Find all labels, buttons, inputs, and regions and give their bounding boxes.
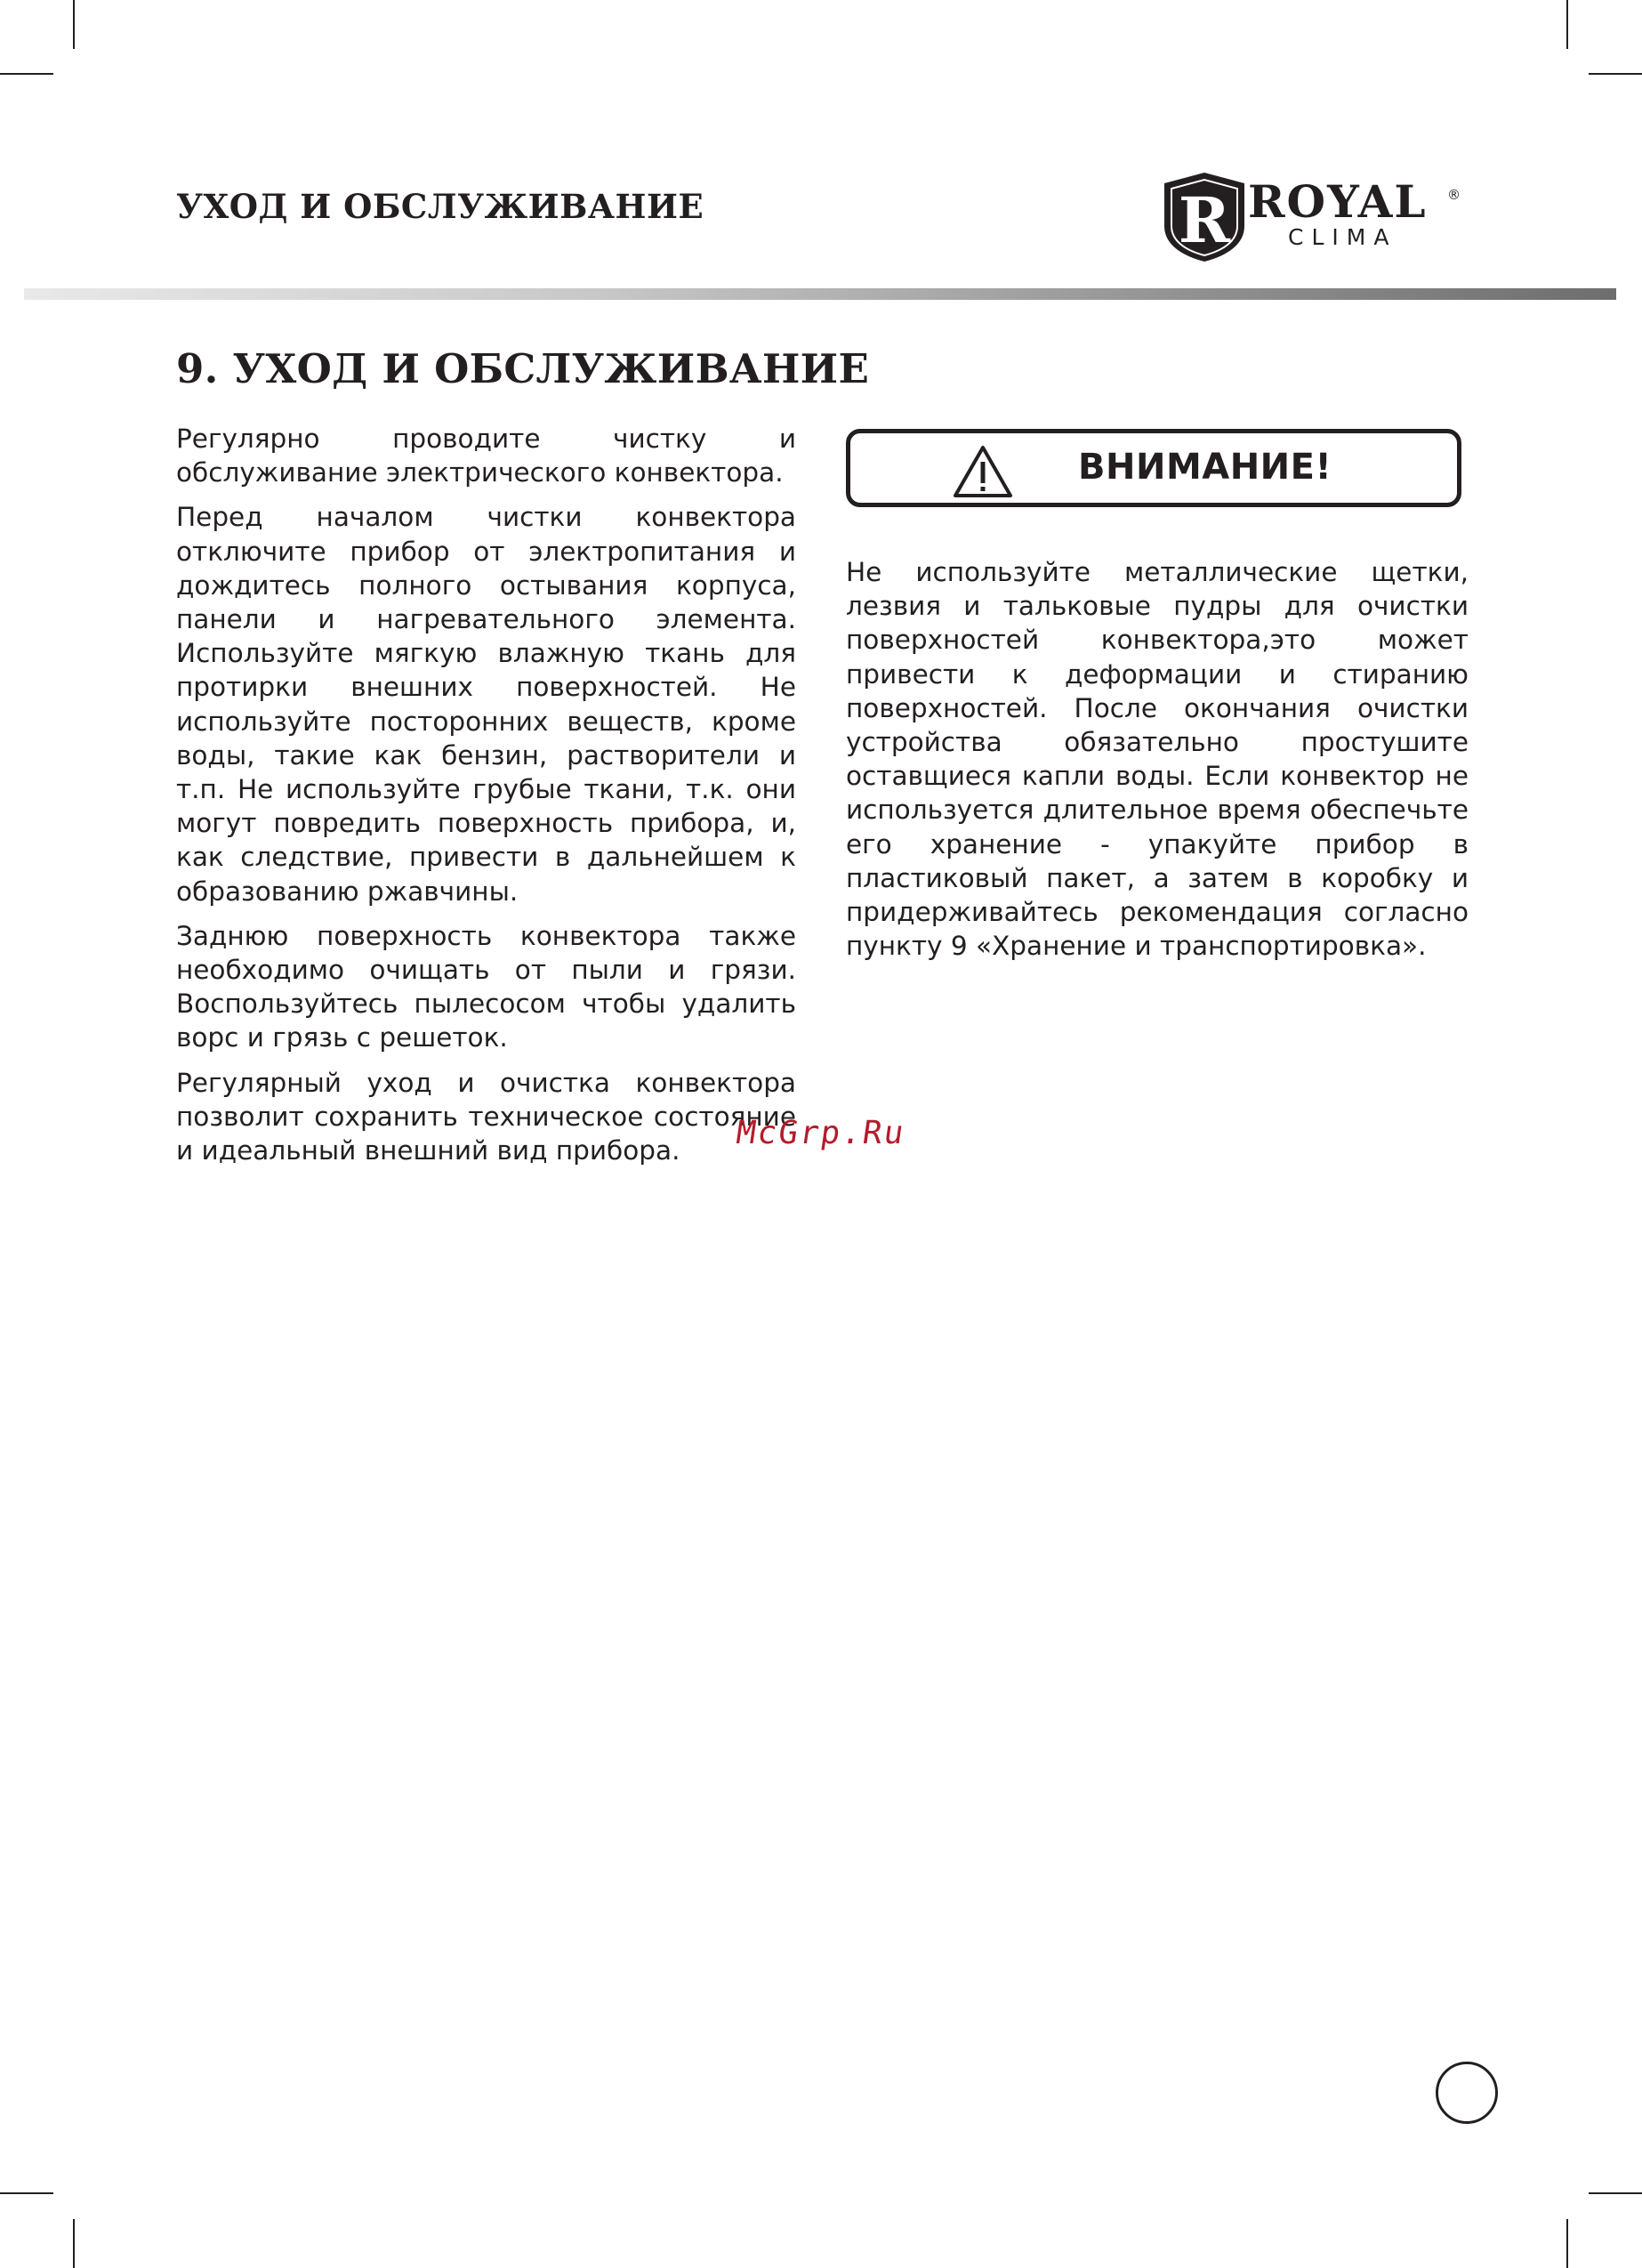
section-title: 9. УХОД И ОБСЛУЖИВАНИЕ bbox=[176, 345, 870, 392]
warning-box bbox=[846, 429, 1461, 507]
paragraph: Перед началом чистки конвектора отключите прибор от электропитания и дождитесь полного остывания корпуса, панели и нагревательного элемента. Используйте мягкую влажную ткань для протирки внешних поверхностей. Не используйте посторонних веществ, кроме воды, такие как бензин, растворители и т.п. Не используйте грубые ткани, т.к. они могут повредить поверхность прибора, и, как следствие, привести в дальнейшем к образованию ржавчины. bbox=[176, 502, 796, 907]
watermark: McGrp.Ru bbox=[734, 1115, 908, 1151]
paragraph: Регулярно проводите чистку и обслуживание электрического конвектора. bbox=[176, 424, 796, 488]
warning-label: ВНИМАНИЕ! bbox=[1078, 447, 1332, 488]
header-divider bbox=[24, 288, 1616, 300]
crop-mark bbox=[1566, 0, 1568, 49]
brand-logo bbox=[1161, 171, 1468, 269]
crop-mark bbox=[73, 2219, 75, 2268]
paragraph: Регулярный уход и очистка конвектора позволит сохранить техническое состояние и идеальный внешний вид прибора. bbox=[176, 1067, 796, 1166]
logo-subtitle: CLIMA bbox=[1288, 224, 1397, 250]
crop-mark bbox=[1589, 73, 1642, 75]
logo-brand: ROYAL bbox=[1248, 175, 1428, 228]
crop-mark bbox=[73, 0, 75, 49]
page-number-circle bbox=[1436, 2062, 1498, 2124]
header-title: УХОД И ОБСЛУЖИВАНИЕ bbox=[176, 187, 704, 226]
crop-mark bbox=[1566, 2219, 1568, 2268]
logo-registered-mark: ® bbox=[1447, 187, 1461, 203]
left-column bbox=[176, 422, 796, 1178]
crop-mark bbox=[0, 73, 53, 75]
warning-triangle-icon bbox=[952, 444, 1014, 499]
right-column bbox=[846, 555, 1469, 973]
paragraph: Заднюю поверхность конвектора также необходимо очищать от пыли и грязи. Воспользуйтесь пылесосом чтобы удалить ворс и грязь с решеток. bbox=[176, 920, 796, 1053]
shield-icon bbox=[1161, 171, 1248, 263]
warning-text: Не используйте металлические щетки, лезвия и тальковые пудры для очистки поверхностей конвектора,это может привести к деформации и стиранию поверхностей. После окончания очистки устройства обязательно простушите оставщиеся капли воды. Если конвектор не используется длительное время обеспечьте его хранение - упакуйте прибор в пластиковый пакет, а затем в коробку и придерживайтесь рекомендация согласно пункту 9 «Хранение и транспортировка». bbox=[846, 557, 1469, 962]
crop-mark bbox=[0, 2192, 53, 2194]
logo-letter: R bbox=[1178, 183, 1231, 257]
crop-mark bbox=[1589, 2192, 1642, 2194]
